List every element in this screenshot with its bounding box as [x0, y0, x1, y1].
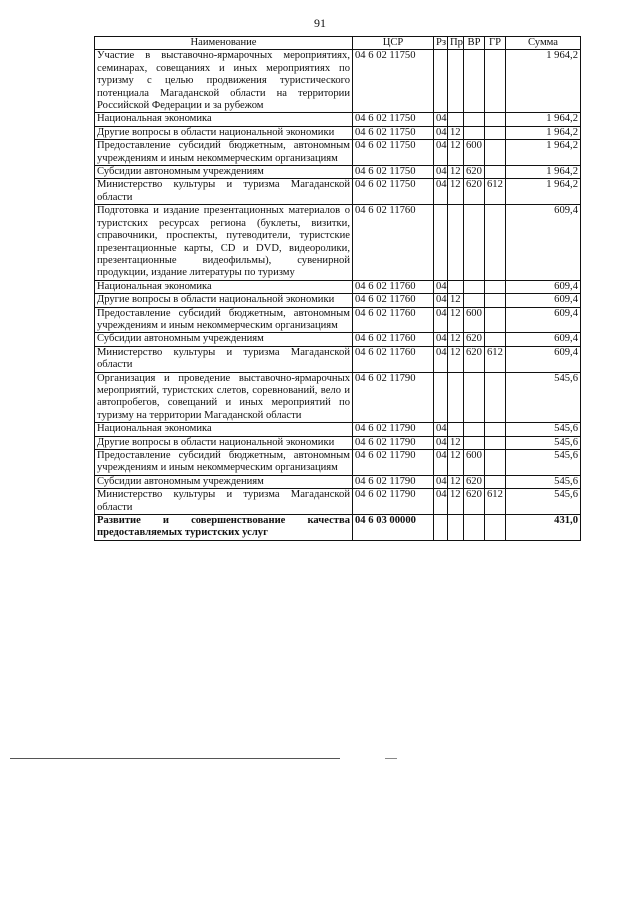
cell-vr — [464, 294, 485, 307]
cell-name: Национальная экономика — [95, 423, 353, 436]
cell-csr: 04 6 02 11750 — [353, 126, 434, 139]
cell-vr — [464, 280, 485, 293]
cell-csr: 04 6 02 11750 — [353, 113, 434, 126]
cell-rz: 04 — [434, 140, 448, 166]
cell-name: Подготовка и издание презентационных материалов о туристских ресурсах региона (буклеты, визитки, справочники, проспекты, путеводители, туристские презентационные карты, CD и DVD, видеоролики, презентационные видеофильмы), сувенирной продукции, издание литературы по туризму — [95, 205, 353, 280]
cell-csr: 04 6 02 11790 — [353, 372, 434, 423]
cell-sum: 609,4 — [506, 346, 581, 372]
cell-gr — [485, 450, 506, 476]
cell-gr — [485, 126, 506, 139]
cell-gr — [485, 166, 506, 179]
cell-sum: 545,6 — [506, 423, 581, 436]
cell-csr: 04 6 02 11750 — [353, 166, 434, 179]
cell-sum: 609,4 — [506, 307, 581, 333]
cell-vr: 620 — [464, 333, 485, 346]
table-row — [95, 515, 581, 541]
table-row — [95, 50, 581, 113]
cell-rz: 04 — [434, 475, 448, 488]
table-row — [95, 126, 581, 139]
cell-vr: 620 — [464, 489, 485, 515]
cell-vr — [464, 126, 485, 139]
cell-pr: 12 — [448, 307, 464, 333]
cell-sum: 1 964,2 — [506, 126, 581, 139]
header-rz: Рз — [434, 37, 448, 50]
table-row — [95, 205, 581, 280]
cell-vr: 620 — [464, 166, 485, 179]
cell-pr: 12 — [448, 140, 464, 166]
cell-name: Организация и проведение выставочно-ярмарочных мероприятий, туристских слетов, соревнований, вело и автопробегов, совещаний и иных мероприятий по туризму на территории Магаданской области — [95, 372, 353, 423]
cell-name: Национальная экономика — [95, 113, 353, 126]
cell-rz: 04 — [434, 423, 448, 436]
cell-csr: 04 6 02 11750 — [353, 50, 434, 113]
cell-sum: 545,6 — [506, 436, 581, 449]
cell-csr: 04 6 02 11760 — [353, 346, 434, 372]
cell-vr — [464, 50, 485, 113]
table-row — [95, 346, 581, 372]
table-row — [95, 307, 581, 333]
cell-csr: 04 6 02 11760 — [353, 294, 434, 307]
cell-pr: 12 — [448, 475, 464, 488]
cell-rz: 04 — [434, 280, 448, 293]
cell-sum: 1 964,2 — [506, 140, 581, 166]
cell-rz — [434, 372, 448, 423]
cell-gr — [485, 307, 506, 333]
cell-vr — [464, 372, 485, 423]
cell-vr — [464, 515, 485, 541]
cell-name: Участие в выставочно-ярмарочных мероприятиях, семинарах, совещаниях и иных мероприятиях по туризму с целью продвижения туристического потенциала Магаданской области на территории Российской Федерации и за рубежом — [95, 50, 353, 113]
budget-table — [94, 36, 581, 541]
cell-sum: 545,6 — [506, 372, 581, 423]
cell-pr: 12 — [448, 450, 464, 476]
cell-pr — [448, 50, 464, 113]
cell-pr — [448, 372, 464, 423]
cell-pr: 12 — [448, 346, 464, 372]
table-row — [95, 280, 581, 293]
cell-csr: 04 6 02 11790 — [353, 423, 434, 436]
cell-rz — [434, 50, 448, 113]
cell-gr — [485, 372, 506, 423]
cell-gr — [485, 294, 506, 307]
cell-rz: 04 — [434, 126, 448, 139]
header-csr: ЦСР — [353, 37, 434, 50]
cell-sum: 1 964,2 — [506, 50, 581, 113]
cell-gr: 612 — [485, 346, 506, 372]
cell-csr: 04 6 02 11760 — [353, 280, 434, 293]
page-number: 91 — [314, 16, 326, 30]
cell-csr: 04 6 02 11790 — [353, 450, 434, 476]
footer-dash — [385, 758, 397, 759]
header-pr: Пр — [448, 37, 464, 50]
cell-sum: 545,6 — [506, 450, 581, 476]
table-row — [95, 489, 581, 515]
cell-gr — [485, 515, 506, 541]
cell-rz: 04 — [434, 113, 448, 126]
cell-csr: 04 6 02 11760 — [353, 205, 434, 280]
cell-name: Другие вопросы в области национальной экономики — [95, 294, 353, 307]
cell-name: Предоставление субсидий бюджетным, автономным учреждениям и иным некоммерческим организациям — [95, 140, 353, 166]
cell-sum: 609,4 — [506, 333, 581, 346]
cell-vr: 620 — [464, 179, 485, 205]
cell-rz — [434, 205, 448, 280]
cell-sum: 431,0 — [506, 515, 581, 541]
table-row — [95, 436, 581, 449]
cell-pr: 12 — [448, 436, 464, 449]
cell-rz: 04 — [434, 346, 448, 372]
cell-pr: 12 — [448, 294, 464, 307]
cell-gr — [485, 205, 506, 280]
cell-pr: 12 — [448, 333, 464, 346]
cell-gr: 612 — [485, 489, 506, 515]
cell-rz — [434, 515, 448, 541]
table-row — [95, 475, 581, 488]
cell-vr — [464, 113, 485, 126]
cell-vr: 600 — [464, 450, 485, 476]
cell-sum: 545,6 — [506, 489, 581, 515]
cell-sum: 609,4 — [506, 205, 581, 280]
cell-vr: 600 — [464, 307, 485, 333]
cell-pr — [448, 423, 464, 436]
cell-pr: 12 — [448, 489, 464, 515]
cell-csr: 04 6 02 11790 — [353, 475, 434, 488]
table-row — [95, 423, 581, 436]
cell-vr — [464, 205, 485, 280]
cell-name: Другие вопросы в области национальной экономики — [95, 126, 353, 139]
cell-gr — [485, 50, 506, 113]
table-body — [95, 50, 581, 540]
table-row — [95, 372, 581, 423]
cell-csr: 04 6 02 11760 — [353, 307, 434, 333]
cell-gr — [485, 333, 506, 346]
cell-pr: 12 — [448, 166, 464, 179]
cell-csr: 04 6 02 11790 — [353, 489, 434, 515]
cell-name: Предоставление субсидий бюджетным, автономным учреждениям и иным некоммерческим организациям — [95, 307, 353, 333]
cell-name: Министерство культуры и туризма Магаданской области — [95, 346, 353, 372]
cell-rz: 04 — [434, 436, 448, 449]
cell-rz: 04 — [434, 489, 448, 515]
cell-sum: 545,6 — [506, 475, 581, 488]
table-row — [95, 333, 581, 346]
cell-rz: 04 — [434, 307, 448, 333]
cell-name: Субсидии автономным учреждениям — [95, 475, 353, 488]
cell-name: Национальная экономика — [95, 280, 353, 293]
cell-pr: 12 — [448, 179, 464, 205]
table-header-row — [95, 37, 581, 50]
cell-gr: 612 — [485, 179, 506, 205]
cell-gr — [485, 475, 506, 488]
cell-rz: 04 — [434, 333, 448, 346]
cell-vr — [464, 436, 485, 449]
table-row — [95, 179, 581, 205]
cell-csr: 04 6 02 11750 — [353, 179, 434, 205]
header-name: Наименование — [95, 37, 353, 50]
cell-name: Предоставление субсидий бюджетным, автономным учреждениям и иным некоммерческим организациям — [95, 450, 353, 476]
table-row — [95, 450, 581, 476]
cell-sum: 1 964,2 — [506, 113, 581, 126]
footer-divider — [10, 758, 340, 759]
header-sum: Сумма — [506, 37, 581, 50]
table-row — [95, 294, 581, 307]
cell-pr — [448, 205, 464, 280]
cell-gr — [485, 140, 506, 166]
cell-csr: 04 6 02 11760 — [353, 333, 434, 346]
cell-vr: 620 — [464, 475, 485, 488]
cell-sum: 1 964,2 — [506, 166, 581, 179]
cell-name: Другие вопросы в области национальной экономики — [95, 436, 353, 449]
cell-name: Развитие и совершенствование качества предоставляемых туристских услуг — [95, 515, 353, 541]
cell-vr: 600 — [464, 140, 485, 166]
cell-pr — [448, 515, 464, 541]
cell-pr: 12 — [448, 126, 464, 139]
cell-pr — [448, 113, 464, 126]
cell-gr — [485, 423, 506, 436]
cell-sum: 609,4 — [506, 294, 581, 307]
cell-rz: 04 — [434, 179, 448, 205]
header-gr: ГР — [485, 37, 506, 50]
header-vr: ВР — [464, 37, 485, 50]
cell-pr — [448, 280, 464, 293]
cell-rz: 04 — [434, 294, 448, 307]
cell-rz: 04 — [434, 166, 448, 179]
cell-rz: 04 — [434, 450, 448, 476]
cell-csr: 04 6 03 00000 — [353, 515, 434, 541]
cell-vr — [464, 423, 485, 436]
cell-sum: 1 964,2 — [506, 179, 581, 205]
cell-name: Министерство культуры и туризма Магаданской области — [95, 179, 353, 205]
cell-gr — [485, 436, 506, 449]
cell-name: Субсидии автономным учреждениям — [95, 166, 353, 179]
cell-gr — [485, 113, 506, 126]
table-row — [95, 113, 581, 126]
cell-vr: 620 — [464, 346, 485, 372]
cell-csr: 04 6 02 11750 — [353, 140, 434, 166]
cell-name: Министерство культуры и туризма Магаданской области — [95, 489, 353, 515]
cell-sum: 609,4 — [506, 280, 581, 293]
cell-gr — [485, 280, 506, 293]
cell-name: Субсидии автономным учреждениям — [95, 333, 353, 346]
table-row — [95, 140, 581, 166]
cell-csr: 04 6 02 11790 — [353, 436, 434, 449]
table-row — [95, 166, 581, 179]
